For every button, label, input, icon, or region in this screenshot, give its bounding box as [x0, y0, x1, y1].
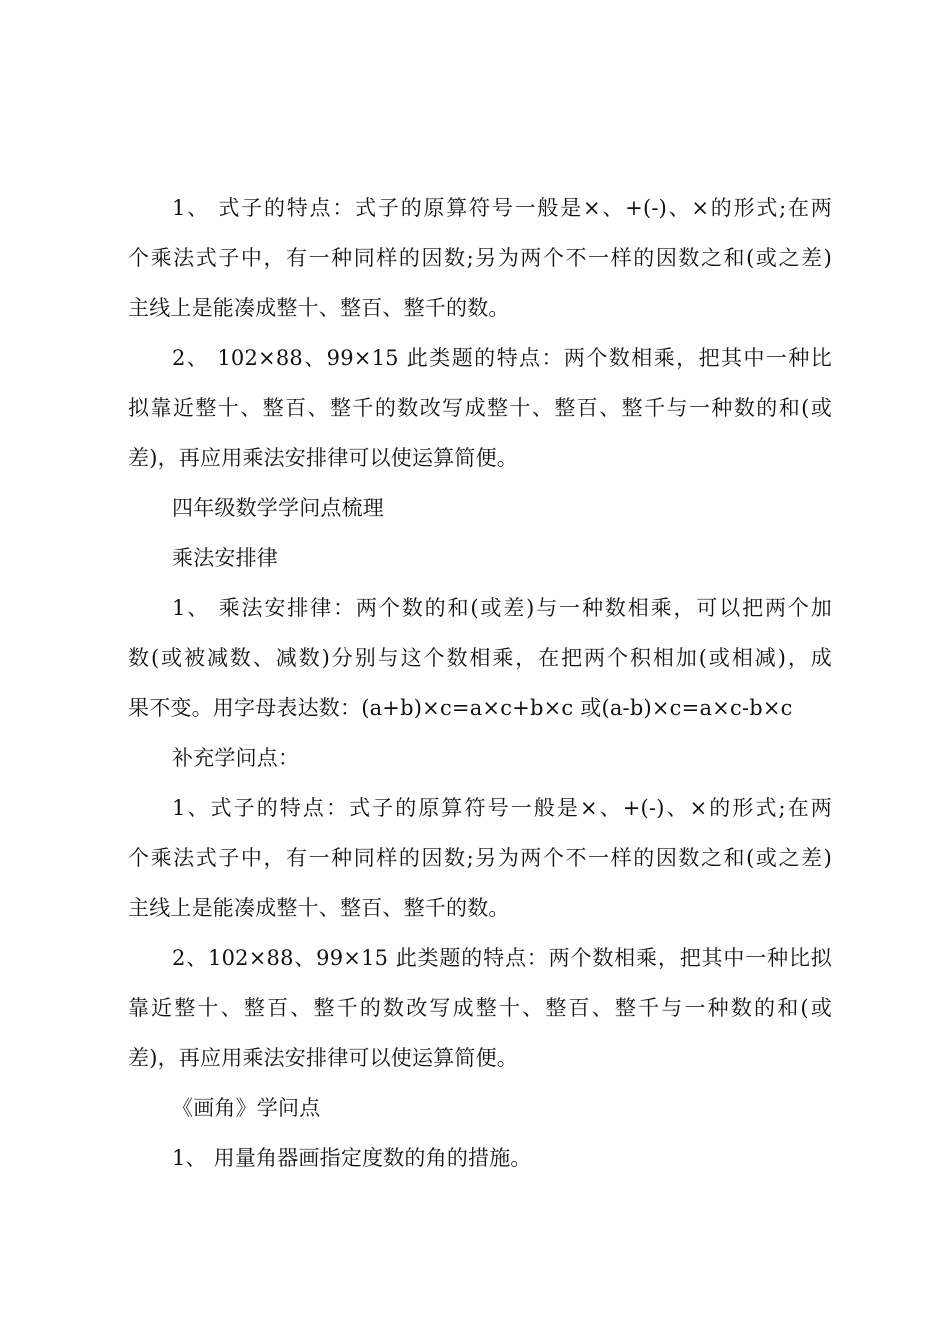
- subsection-heading: 乘法安排律: [172, 546, 278, 570]
- paragraph-3-line-1: 1、 乘法安排律：两个数的和(或差)与一种数相乘，可以把两个加: [172, 596, 832, 620]
- supplement-heading: 补充学问点：: [172, 746, 300, 770]
- paragraph-6-line-1: 1、 用量角器画指定度数的角的措施。: [172, 1146, 532, 1170]
- paragraph-2-line-1: 2、 102×88、99×15 此类题的特点：两个数相乘，把其中一种比: [172, 346, 832, 370]
- paragraph-5-line-2: 靠近整十、整百、整千的数改写成整十、整百、整千与一种数的和(或: [128, 996, 832, 1020]
- paragraph-1-line-2: 个乘法式子中，有一种同样的因数;另为两个不一样的因数之和(或之差): [128, 246, 832, 270]
- paragraph-4-line-3: 主线上是能凑成整十、整百、整千的数。: [128, 896, 510, 920]
- drawing-angles-heading: 《画角》学问点: [172, 1096, 321, 1120]
- paragraph-4-line-2: 个乘法式子中，有一种同样的因数;另为两个不一样的因数之和(或之差): [128, 846, 832, 870]
- paragraph-3-line-2: 数(或被减数、减数)分别与这个数相乘，在把两个积相加(或相减)，成: [128, 646, 832, 670]
- paragraph-5-line-1: 2、102×88、99×15 此类题的特点：两个数相乘，把其中一种比拟: [172, 946, 832, 970]
- section-heading: 四年级数学学问点梳理: [172, 496, 384, 520]
- paragraph-3-line-3: 果不变。用字母表达数：(a+b)×c=a×c+b×c 或(a-b)×c=a×c-b×c: [128, 696, 793, 720]
- paragraph-1-line-3: 主线上是能凑成整十、整百、整千的数。: [128, 296, 510, 320]
- paragraph-2-line-2: 拟靠近整十、整百、整千的数改写成整十、整百、整千与一种数的和(或: [128, 396, 832, 420]
- paragraph-1-line-1: 1、 式子的特点：式子的原算符号一般是×、+(-)、×的形式;在两: [172, 196, 832, 220]
- paragraph-5-line-3: 差)，再应用乘法安排律可以使运算简便。: [128, 1046, 518, 1070]
- paragraph-2-line-3: 差)，再应用乘法安排律可以使运算简便。: [128, 446, 518, 470]
- paragraph-4-line-1: 1、式子的特点：式子的原算符号一般是×、+(-)、×的形式;在两: [172, 796, 832, 820]
